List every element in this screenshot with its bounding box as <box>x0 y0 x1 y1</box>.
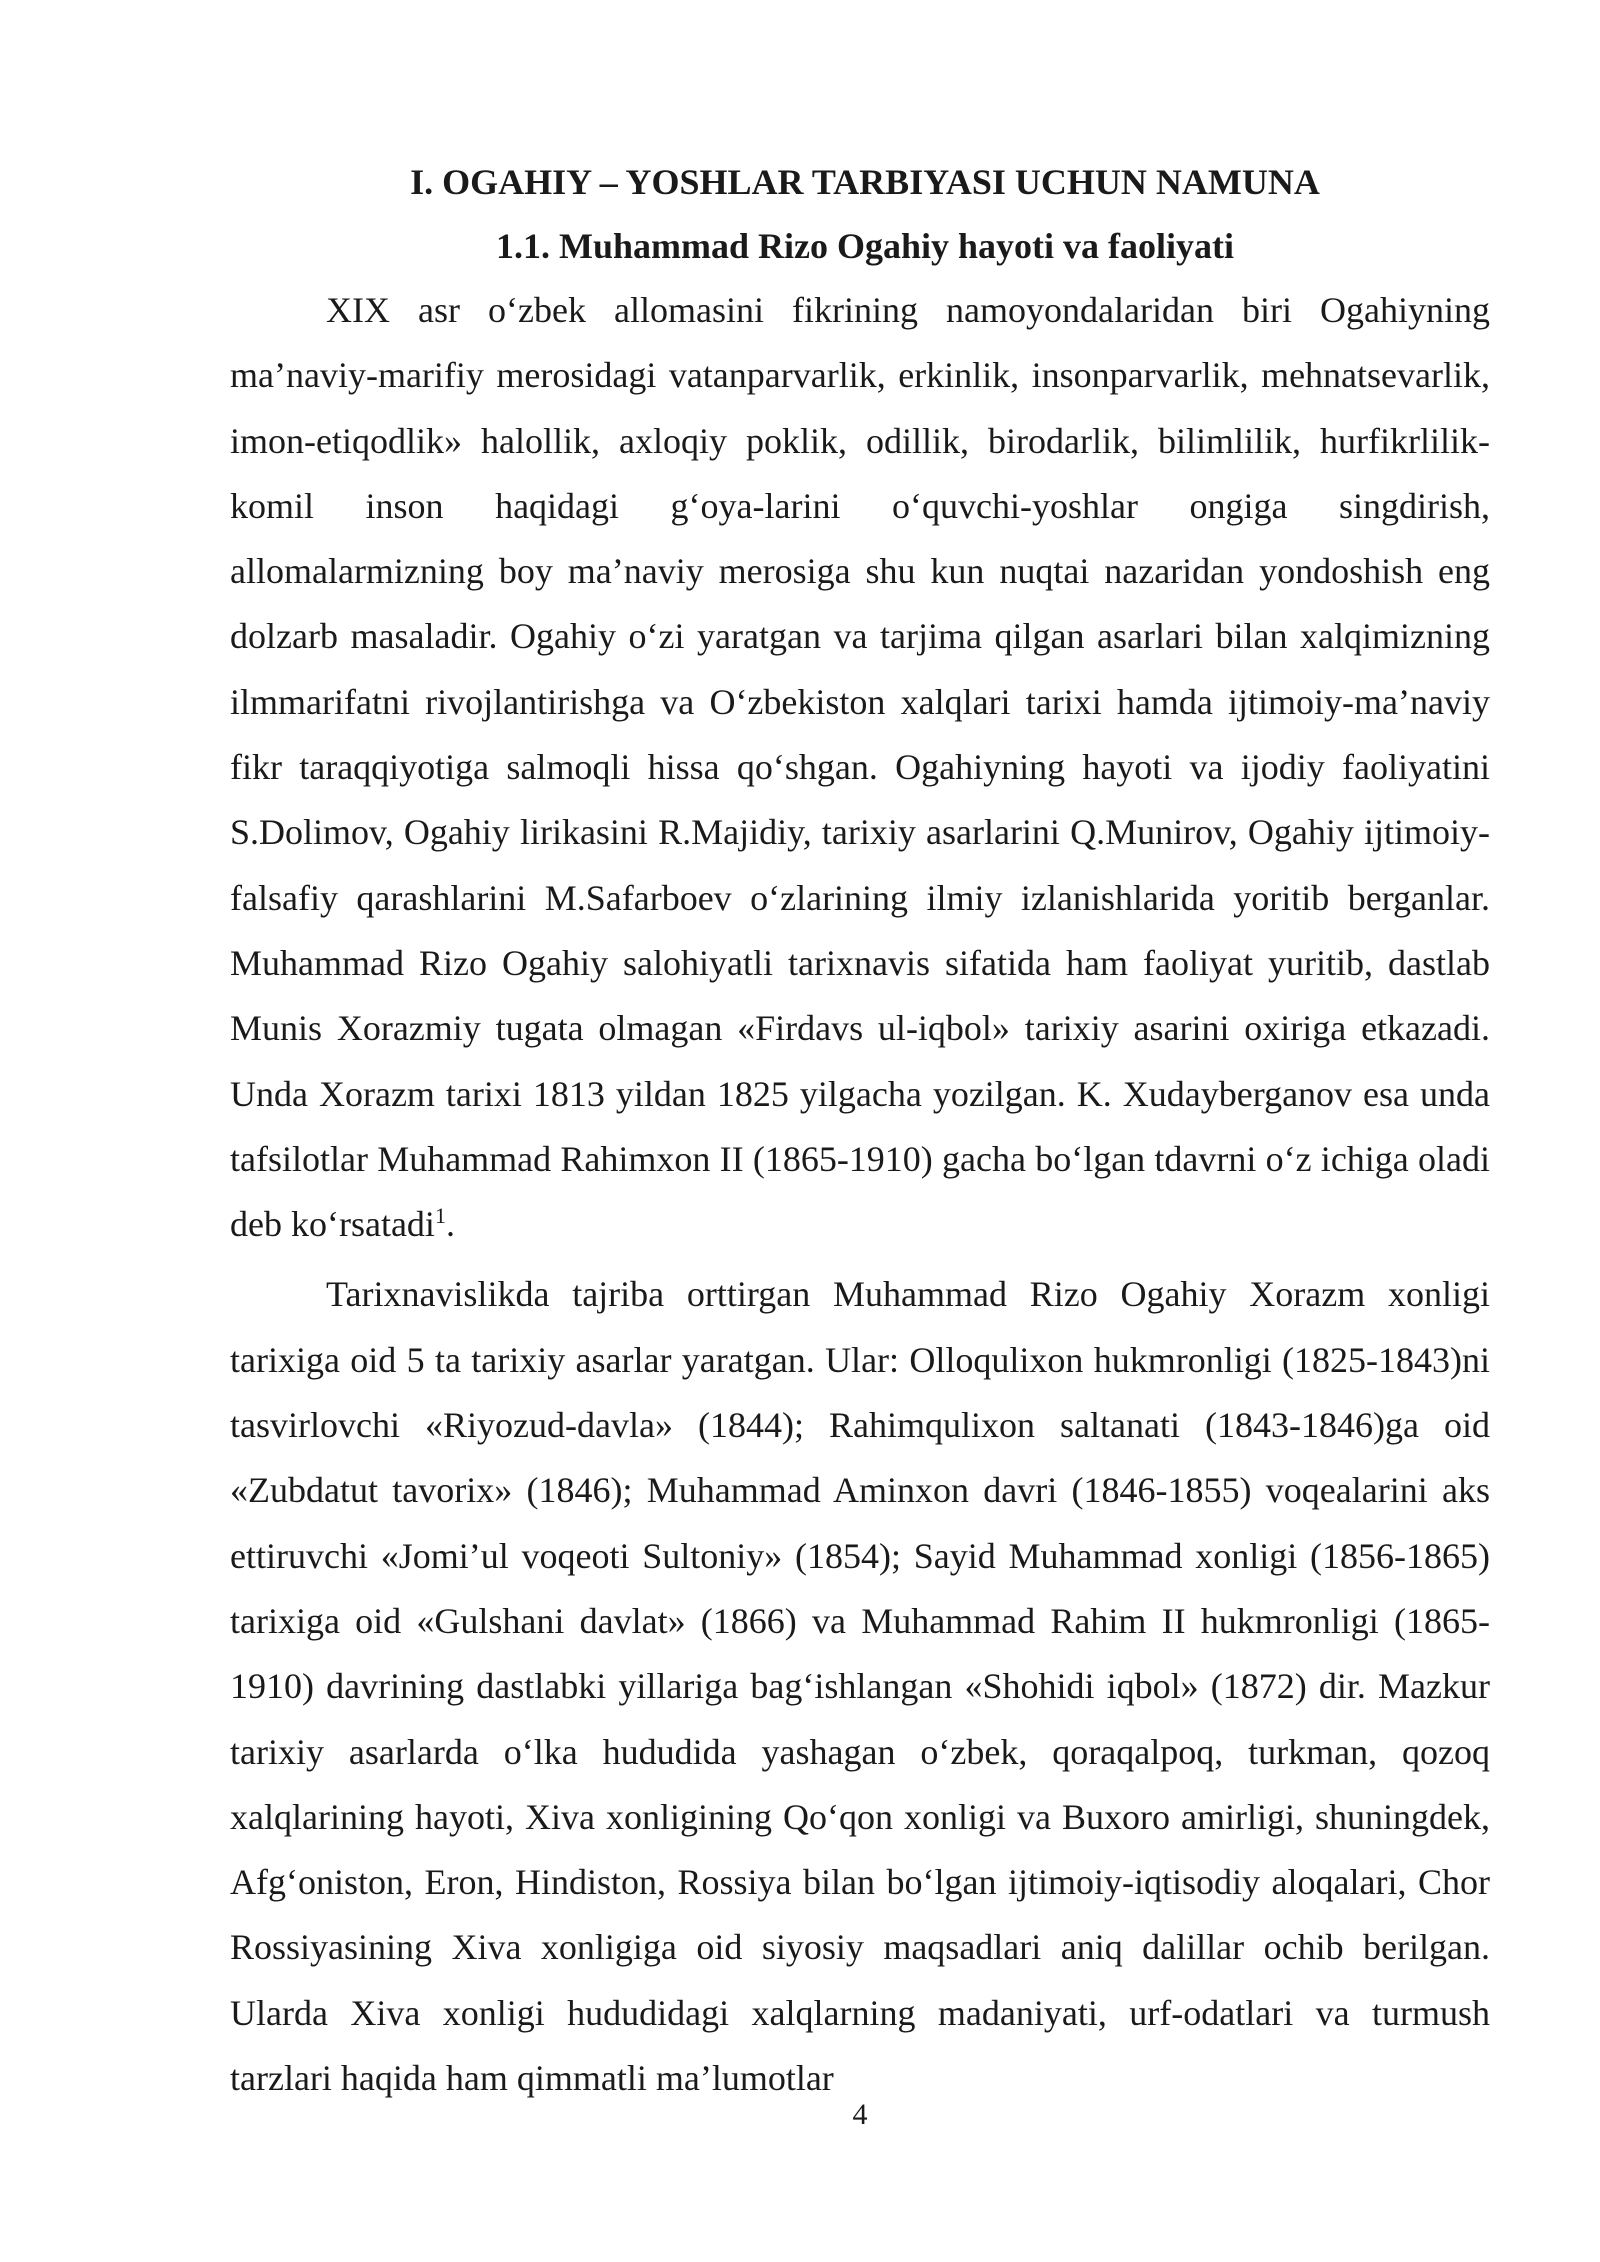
section-title: 1.1. Muhammad Rizo Ogahiy hayoti va faoliyati <box>495 226 1235 266</box>
paragraph-1 <box>230 278 1490 1257</box>
paragraph-1-tail: . <box>445 1204 455 1245</box>
paragraph-2-text: Tarixnavislikda tajriba orttirgan Muhammad Rizo Ogahiy Xorazm xonligi tarixiga oid 5 ta tarixiy asarlar yaratgan. Ular: Olloqulixon hukmronligi (1825-1843)ni tasvirlovchi «Riyozud-davla» (1844); Rahimqulixon saltanati (1843-1846)ga oid «Zubdatut tavorix» (1846); Muhammad Aminxon davri (1846-1855) voqealarini aks ettiruvchi «Jomi’ul voqeoti Sultoniy» (1854); Sayid Muhammad xonligi (1856-1865) tarixiga oid «Gulshani davlat» (1866) va Muhammad Rahim II hukmronligi (1865-1910) davrining dastlabki yillariga bag‘ishlangan «Shohidi iqbol» (1872) dir. Mazkur tarixiy asarlarda o‘lka hududida yashagan o‘zbek, qoraqalpoq, turkman, qozoq xalqlarining hayoti, Xiva xonligining Qo‘qon xonligi va Buxoro amirligi, shuningdek, Afg‘oniston, Eron, Hindiston, Rossiya bilan bo‘lgan ijtimoiy-iqtisodiy aloqalari, Chor Rossiyasining Xiva xonligiga oid siyosiy maqsadlari aniq dalillar ochib berilgan. Ularda Xiva xonligi hududidagi xalqlarning madaniyati, urf-odatlari va turmush tarzlari haqida ham qimmatli ma’lumotlar <box>230 1274 1490 2099</box>
chapter-title: I. OGAHIY – YOSHLAR TARBIYASI UCHUN NAMUNA <box>410 162 1320 202</box>
page-number: 4 <box>852 2098 868 2131</box>
paragraph-2 <box>230 1262 1490 2111</box>
document-page <box>230 150 1490 2111</box>
footnote-reference[interactable]: 1 <box>434 1203 446 1229</box>
paragraph-1-text: XIX asr o‘zbek allomasini fikrining namoyondalaridan biri Ogahiyning ma’naviy-marifiy merosidagi vatanparvarlik, erkinlik, insonparvarlik, mehnatsevarlik, imon-etiqodlik» halollik, axloqiy poklik, odillik, birodarlik, bilimlilik, hurfikrlilik-komil inson haqidagi g‘oya-larini o‘quvchi-yoshlar ongiga singdirish, allomalarmizning boy ma’naviy merosiga shu kun nuqtai nazaridan yondoshish eng dolzarb masaladir. Ogahiy o‘zi yaratgan va tarjima qilgan asarlari bilan xalqimizning ilmmarifatni rivojlantirishga va O‘zbekiston xalqlari tarixi hamda ijtimoiy-ma’naviy fikr taraqqiyotiga salmoqli hissa qo‘shgan. Ogahiyning hayoti va ijodiy faoliyatini S.Dolimov, Ogahiy lirikasini R.Majidiy, tarixiy asarlarini Q.Munirov, Ogahiy ijtimoiy-falsafiy qarashlarini M.Safarboev o‘zlarining ilmiy izlanishlarida yoritib berganlar. Muhammad Rizo Ogahiy salohiyatli tarixnavis sifatida ham faoliyat yuritib, dastlab Munis Xorazmiy tugata olmagan «Firdavs ul-iqbol» tarixiy asarini oxiriga etkazadi. Unda Xorazm tarixi 1813 yildan 1825 yilgacha yozilgan. K. Xudayberganov esa unda tafsilotlar Muhammad Rahimxon II (1865-1910) gacha bo‘lgan tdavrni o‘z ichiga oladi deb ko‘rsatadi <box>230 290 1490 1245</box>
